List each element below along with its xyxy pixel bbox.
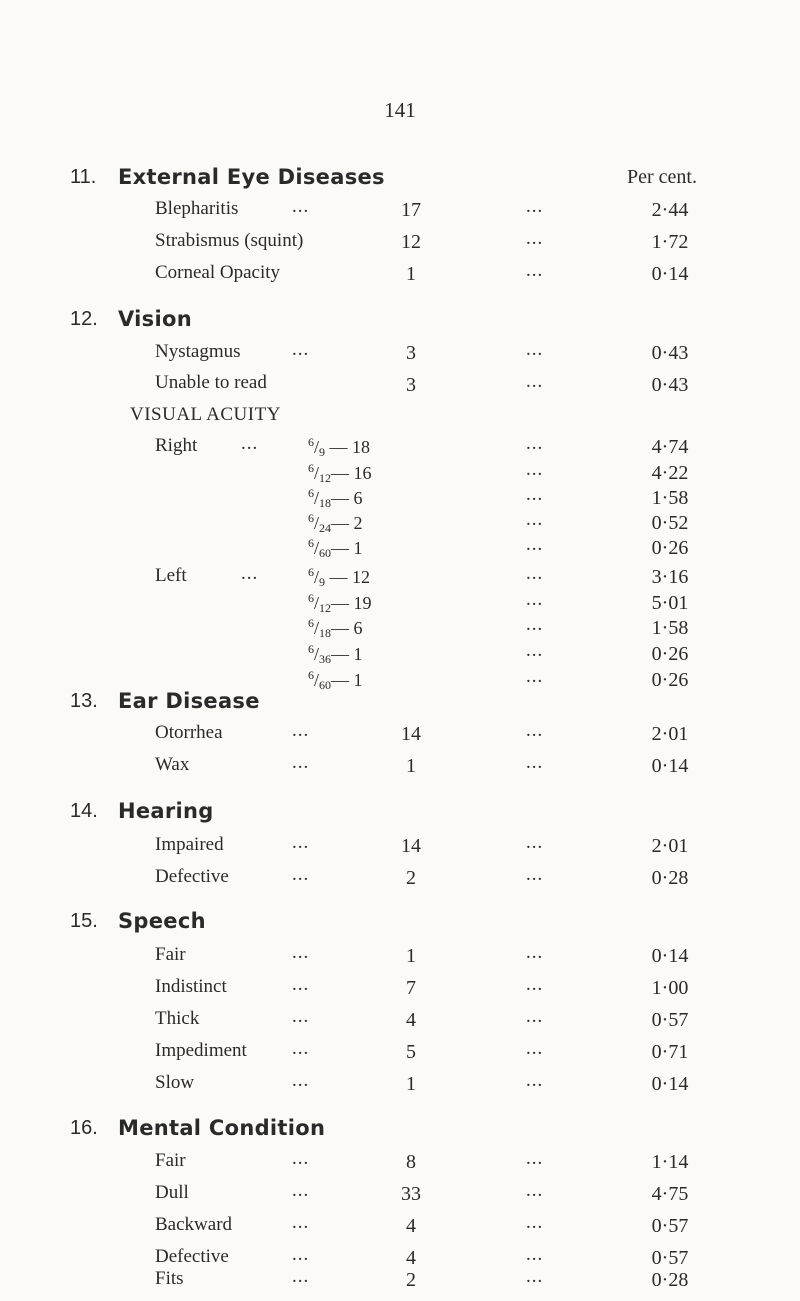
row-dots: ... <box>526 534 544 555</box>
row-count: 14 <box>401 723 421 745</box>
row-dots: ... <box>526 563 544 584</box>
row-dots: ... <box>241 563 259 584</box>
row-percent: 0·28 <box>651 1269 689 1291</box>
row-count: 7 <box>406 977 416 999</box>
row-percent: 4·75 <box>651 1183 689 1205</box>
visual-acuity-heading: VISUAL ACUITY <box>130 404 281 425</box>
row-dots: ... <box>526 1148 544 1169</box>
section-number: 15. <box>70 910 98 932</box>
row-percent: 5·01 <box>651 592 689 614</box>
row-dots: ... <box>526 433 544 454</box>
acuity-fraction: $^6/_{12}—$ 16 <box>308 461 372 485</box>
row-dots: ... <box>526 1244 544 1265</box>
row-percent: 1·58 <box>651 617 689 639</box>
row-percent: 1·00 <box>651 977 689 999</box>
row-dots: ... <box>292 196 310 217</box>
section-title: Vision <box>118 307 192 331</box>
row-label: Impediment <box>155 1040 247 1061</box>
row-dots: ... <box>526 640 544 661</box>
row-dots: ... <box>526 666 544 687</box>
section-title: Mental Condition <box>118 1116 326 1140</box>
row-dots: ... <box>292 339 310 360</box>
row-percent: 0·28 <box>651 867 689 889</box>
row-percent: 3·16 <box>651 566 689 588</box>
row-count: 1 <box>406 1073 416 1095</box>
row-percent: 4·74 <box>651 436 689 458</box>
row-label: Impaired <box>155 834 224 855</box>
row-percent: 1·72 <box>651 231 689 253</box>
row-count: 5 <box>406 1041 416 1063</box>
row-label: Wax <box>155 754 190 775</box>
right-eye-label: Right <box>155 435 198 456</box>
row-dots: ... <box>292 1266 310 1287</box>
row-dots: ... <box>292 1038 310 1059</box>
row-percent: 2·01 <box>651 723 689 745</box>
row-percent: 2·01 <box>651 835 689 857</box>
row-dots: ... <box>526 1212 544 1233</box>
row-count: 12 <box>401 231 421 253</box>
acuity-fraction: $^6/_{60}—$ 1 <box>308 536 363 560</box>
row-percent: 0·43 <box>651 342 689 364</box>
acuity-fraction: $^6/_9$ — 12 <box>308 565 371 589</box>
row-dots: ... <box>526 484 544 505</box>
row-label: Backward <box>155 1214 233 1235</box>
row-count: 2 <box>406 1269 416 1291</box>
row-dots: ... <box>292 1148 310 1169</box>
row-dots: ... <box>526 832 544 853</box>
row-dots: ... <box>292 1212 310 1233</box>
row-percent: 1·58 <box>651 487 689 509</box>
row-percent: 1·14 <box>651 1151 689 1173</box>
section-title: Ear Disease <box>118 689 260 713</box>
row-dots: ... <box>526 752 544 773</box>
row-percent: 0·26 <box>651 669 689 691</box>
acuity-fraction: $^6/_{60}—$ 1 <box>308 668 363 692</box>
row-label: Unable to read <box>155 372 267 393</box>
row-dots: ... <box>292 720 310 741</box>
row-percent: 0·57 <box>651 1215 689 1237</box>
section-number: 13. <box>70 690 98 712</box>
row-dots: ... <box>526 974 544 995</box>
row-count: 4 <box>406 1247 416 1269</box>
row-count: 1 <box>406 755 416 777</box>
row-label: Fair <box>155 1150 186 1171</box>
row-dots: ... <box>526 720 544 741</box>
section-number: 16. <box>70 1117 98 1139</box>
row-dots: ... <box>292 1244 310 1265</box>
acuity-fraction: $^6/_{18}—$ 6 <box>308 486 363 510</box>
acuity-fraction: $^6/_{36}—$ 1 <box>308 642 363 666</box>
row-dots: ... <box>526 1070 544 1091</box>
row-label: Strabismus (squint) <box>155 230 304 251</box>
row-dots: ... <box>526 614 544 635</box>
section-number: 14. <box>70 800 98 822</box>
row-label: Nystagmus <box>155 341 241 362</box>
row-dots: ... <box>526 1180 544 1201</box>
row-percent: 0·52 <box>651 512 689 534</box>
row-dots: ... <box>526 339 544 360</box>
per-cent-header: Per cent. <box>627 166 697 188</box>
row-dots: ... <box>292 1180 310 1201</box>
section-title: External Eye Diseases <box>118 165 385 189</box>
row-count: 33 <box>401 1183 421 1205</box>
section-title: Speech <box>118 909 206 933</box>
row-dots: ... <box>526 196 544 217</box>
row-dots: ... <box>292 974 310 995</box>
row-percent: 0·57 <box>651 1247 689 1269</box>
row-label: Fair <box>155 944 186 965</box>
row-percent: 0·14 <box>651 263 689 285</box>
row-percent: 0·71 <box>651 1041 689 1063</box>
row-count: 3 <box>406 342 416 364</box>
row-dots: ... <box>292 752 310 773</box>
row-dots: ... <box>526 459 544 480</box>
row-label: Fits <box>155 1268 184 1289</box>
row-count: 8 <box>406 1151 416 1173</box>
page-number: 141 <box>384 98 416 122</box>
row-percent: 0·43 <box>651 374 689 396</box>
row-percent: 2·44 <box>651 199 689 221</box>
row-dots: ... <box>292 1070 310 1091</box>
row-dots: ... <box>526 228 544 249</box>
row-label: Defective <box>155 866 229 887</box>
section-number: 12. <box>70 308 98 330</box>
row-label: Thick <box>155 1008 200 1029</box>
acuity-fraction: $^6/_{12}—$ 19 <box>308 591 372 615</box>
left-eye-label: Left <box>155 565 187 586</box>
row-count: 4 <box>406 1009 416 1031</box>
row-dots: ... <box>526 1006 544 1027</box>
row-label: Slow <box>155 1072 195 1093</box>
row-dots: ... <box>526 864 544 885</box>
row-count: 1 <box>406 263 416 285</box>
row-dots: ... <box>526 1266 544 1287</box>
row-dots: ... <box>526 942 544 963</box>
row-percent: 0·57 <box>651 1009 689 1031</box>
row-count: 4 <box>406 1215 416 1237</box>
row-dots: ... <box>526 371 544 392</box>
row-dots: ... <box>292 832 310 853</box>
row-label: Dull <box>155 1182 189 1203</box>
row-percent: 0·14 <box>651 945 689 967</box>
row-percent: 0·14 <box>651 1073 689 1095</box>
row-label: Indistinct <box>155 976 227 997</box>
row-count: 17 <box>401 199 421 221</box>
row-dots: ... <box>526 1038 544 1059</box>
row-percent: 0·26 <box>651 537 689 559</box>
acuity-fraction: $^6/_9$ — 18 <box>308 435 371 459</box>
row-dots: ... <box>526 509 544 530</box>
row-label: Blepharitis <box>155 198 239 219</box>
row-count: 2 <box>406 867 416 889</box>
row-dots: ... <box>526 589 544 610</box>
row-dots: ... <box>292 942 310 963</box>
row-label: Corneal Opacity <box>155 262 281 283</box>
row-percent: 4·22 <box>651 462 689 484</box>
row-dots: ... <box>241 433 259 454</box>
acuity-fraction: $^6/_{24}—$ 2 <box>308 511 363 535</box>
row-dots: ... <box>526 260 544 281</box>
row-count: 1 <box>406 945 416 967</box>
row-label: Otorrhea <box>155 722 223 743</box>
row-dots: ... <box>292 864 310 885</box>
row-percent: 0·26 <box>651 643 689 665</box>
row-count: 14 <box>401 835 421 857</box>
section-title: Hearing <box>118 799 214 823</box>
acuity-fraction: $^6/_{18}—$ 6 <box>308 616 363 640</box>
row-dots: ... <box>292 1006 310 1027</box>
row-label: Defective <box>155 1246 229 1267</box>
row-count: 3 <box>406 374 416 396</box>
row-percent: 0·14 <box>651 755 689 777</box>
section-number: 11. <box>70 166 97 188</box>
